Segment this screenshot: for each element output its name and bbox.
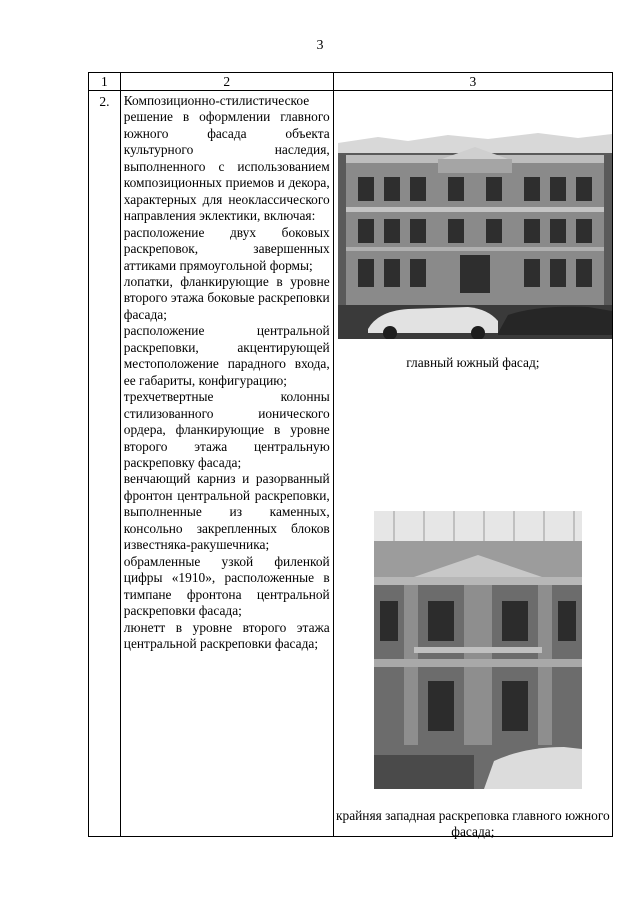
description-paragraph: Композиционно-стилистическое решение в оформлении главного южного фасада объекта культурного наследия, выполненного с использованием композиционных приемов и декора, характерных для неоклассического направления эклектики, включая: — [123, 93, 330, 224]
description-paragraph: лопатки, фланкирующие в уровне второго этажа боковые раскреповки фасада; — [123, 273, 330, 322]
west-projection-photo — [374, 511, 582, 789]
row-number: 2. — [89, 91, 121, 837]
west-projection-caption: крайняя западная раскреповка главного южного фасада; — [336, 808, 610, 839]
column-header-3: 3 — [333, 73, 612, 91]
description-paragraph: люнетт в уровне второго этажа центральной раскреповки фасада; — [123, 619, 330, 651]
column-header-1: 1 — [89, 73, 121, 91]
description-paragraph: расположение центральной раскреповки, акцентирующей местоположение парадного входа, ее габариты, конфигурацию; — [123, 323, 330, 388]
description-paragraph: трехчетвертные колонны стилизованного ионического ордера, фланкирующие в уровне второго этажа центральную раскреповку фасада; — [123, 389, 330, 470]
main-facade-caption: главный южный фасад; — [406, 355, 540, 370]
monument-table — [88, 72, 613, 837]
description-paragraph: расположение двух боковых раскреповок, завершенных аттиками прямоугольной формы; — [123, 224, 330, 273]
main-facade-photo — [338, 129, 612, 339]
description-paragraph: обрамленные узкой филенкой цифры «1910», расположенные в тимпане фронтона центральной раскреповки фасада; — [123, 553, 330, 619]
description-cell — [120, 91, 333, 837]
table-header-row — [89, 73, 613, 91]
page-number: 3 — [316, 38, 324, 53]
column-header-2: 2 — [120, 73, 333, 91]
image-cell — [333, 91, 612, 837]
description-paragraph: венчающий карниз и разорванный фронтон центральной раскреповки, выполненные из каменных, консольно закрепленных блоков известняка-ракушечника; — [123, 471, 330, 553]
table-row — [89, 91, 613, 837]
